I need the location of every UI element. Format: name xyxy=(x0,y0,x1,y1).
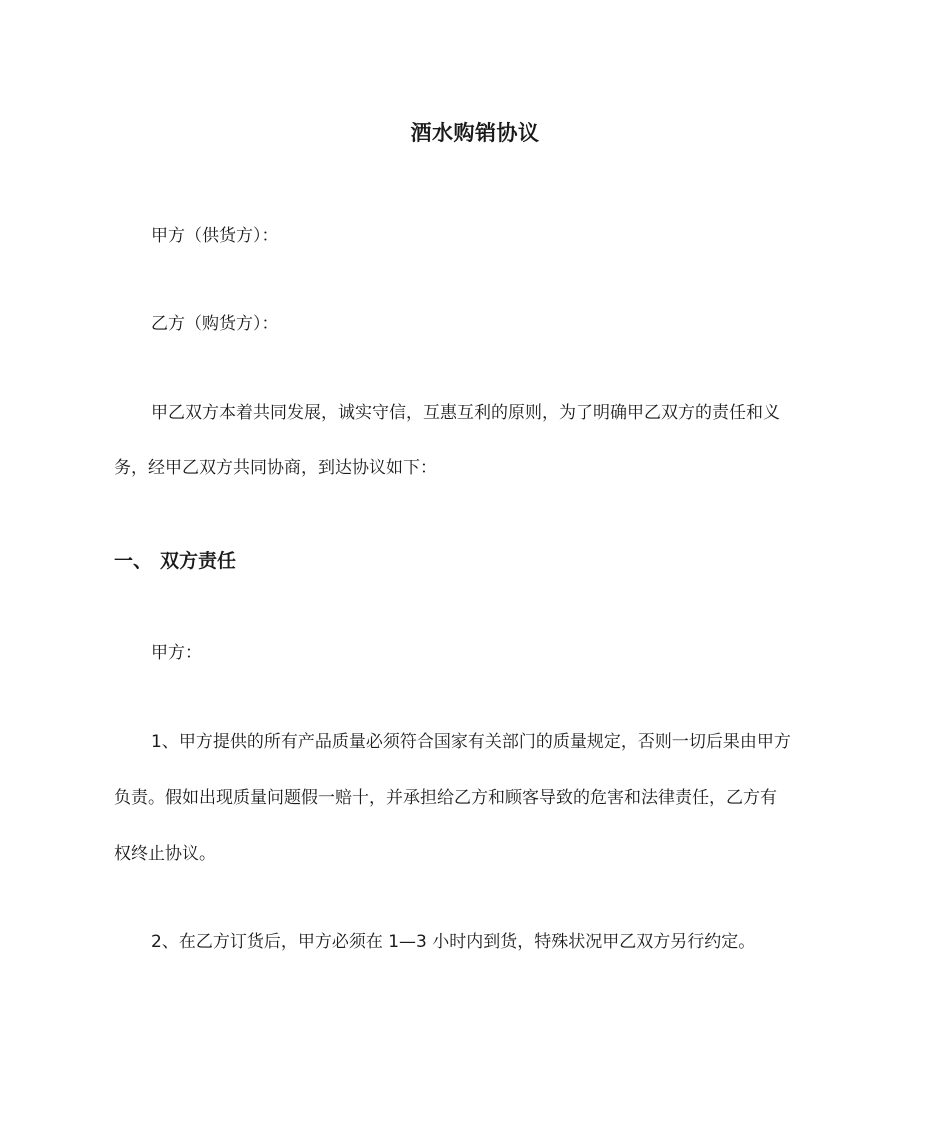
document-title: 酒水购销协议 xyxy=(410,121,540,145)
section-number: 一、 xyxy=(114,550,153,572)
clause-1-line-1: 1、甲方提供的所有产品质量必须符合国家有关部门的质量规定，否则一切后果由甲方 xyxy=(151,732,791,752)
intro-line-1: 甲乙双方本着共同发展，诚实守信，互惠互利的原则，为了明确甲乙双方的责任和义 xyxy=(151,403,780,423)
clause-1-line-3: 权终止协议。 xyxy=(114,844,216,864)
clause-1-line-2: 负责。假如出现质量问题假一赔十，并承担给乙方和顾客导致的危害和法律责任，乙方有 xyxy=(114,788,777,808)
section-title: 双方责任 xyxy=(160,550,237,572)
section-heading xyxy=(114,546,236,573)
intro-line-2: 务，经甲乙双方共同协商，到达协议如下： xyxy=(114,458,437,478)
party-b-line: 乙方（购货方）： xyxy=(151,314,279,334)
party-a-line: 甲方（供货方）： xyxy=(151,226,279,246)
party-a-label: 甲方： xyxy=(151,643,202,663)
clause-2-line-1: 2、在乙方订货后，甲方必须在 1—3 小时内到货，特殊状况甲乙双方另行约定。 xyxy=(151,932,756,952)
